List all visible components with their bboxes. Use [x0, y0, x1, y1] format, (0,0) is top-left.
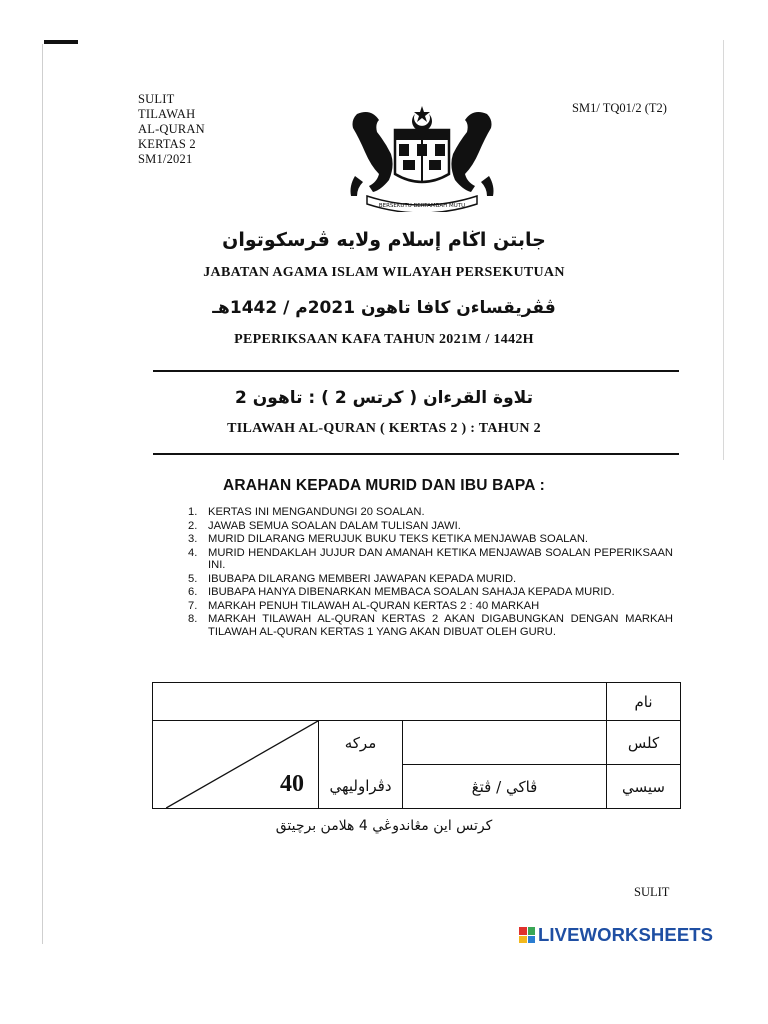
header-line: SM1/2021: [138, 152, 193, 166]
header-line: SULIT: [138, 92, 175, 106]
divider: [153, 370, 679, 372]
instruction-item: [188, 586, 673, 598]
liveworksheets-wordmark: LIVEWORKSHEETS: [538, 924, 714, 945]
student-info-table: [152, 682, 681, 809]
footer-sulit: SULIT: [634, 885, 670, 899]
crest-ribbon-text: BERSEKUTU BERTAMBAH MUTU: [378, 203, 466, 209]
session-options[interactable]: ڤاکي / ڤتڠ: [403, 765, 607, 809]
exam-title: PEPERIKSAAN KAFA TAHUN 2021M / 1442H: [234, 332, 534, 347]
exam-title-jawi: ڤڤريقسا‌ءن کافا تاهون 2021م / 1442هـ: [212, 298, 556, 318]
instruction-text: IBUBAPA HANYA DIBENARKAN MEMBACA SOALAN SAHAJA KEPADA MURID.: [208, 586, 615, 599]
coat-of-arms-icon: [337, 104, 507, 212]
subject-title-jawi: تلاوة القرءان ( کرتس 2 ) : تاهون 2: [235, 388, 533, 408]
instruction-text: JAWAB SEMUA SOALAN DALAM TULISAN JAWI.: [208, 519, 461, 532]
instruction-text: MURID DILARANG MERUJUK BUKU TEKS KETIKA MENJAWAB SOALAN.: [208, 533, 589, 546]
page-count-note: کرتس اين مڠاندوڠي 4 هلامن برچيتق: [275, 818, 493, 834]
instruction-number: 2.: [188, 519, 198, 532]
header-left-block: [138, 92, 205, 167]
header-line: TILAWAH: [138, 107, 196, 121]
instruction-text: MARKAH PENUH TILAWAH AL-QURAN KERTAS 2 : 40 MARKAH: [208, 599, 540, 612]
instruction-item: [188, 506, 673, 518]
instruction-item: [188, 613, 673, 638]
instructions-list: [188, 506, 673, 639]
session-label: سيسي: [607, 765, 681, 809]
marks-total: 40: [280, 771, 304, 797]
department-title-jawi: جابتن اڬام إسلام ولايه ڤرسکوتوان: [222, 229, 546, 251]
instruction-item: [188, 547, 673, 572]
name-field[interactable]: [153, 683, 607, 721]
instructions-title: ARAHAN KEPADA MURID DAN IBU BAPA :: [223, 477, 545, 494]
class-field[interactable]: [403, 721, 607, 765]
subject-title: TILAWAH AL-QURAN ( KERTAS 2 ) : TAHUN 2: [227, 421, 541, 436]
instruction-item: [188, 600, 673, 612]
header-line: AL-QURAN: [138, 122, 205, 136]
marks-label: مرکه: [319, 721, 403, 765]
instruction-number: 7.: [188, 599, 198, 612]
scan-edge-mark: [44, 40, 78, 44]
paper-code: SM1/ TQ01/2 (T2): [572, 101, 667, 115]
department-title: JABATAN AGAMA ISLAM WILAYAH PERSEKUTUAN: [203, 265, 565, 280]
instruction-text: KERTAS INI MENGANDUNGI 20 SOALAN.: [208, 506, 425, 518]
class-label: کلس: [607, 721, 681, 765]
marks-obtained-cell[interactable]: [153, 721, 319, 809]
header-line: KERTAS 2: [138, 137, 196, 151]
liveworksheets-logo[interactable]: [519, 924, 713, 946]
instruction-number: 8.: [188, 613, 198, 626]
instruction-number: 4.: [188, 546, 198, 559]
name-label: نام: [607, 683, 681, 721]
instruction-number: 6.: [188, 586, 198, 599]
instruction-text: IBUBAPA DILARANG MEMBERI JAWAPAN KEPADA MURID.: [208, 572, 517, 585]
instruction-number: 3.: [188, 533, 198, 546]
marks-full-label: دڤراوليهي: [319, 765, 403, 809]
liveworksheets-icon: [519, 927, 535, 943]
instruction-number: 1.: [188, 506, 198, 518]
instruction-number: 5.: [188, 572, 198, 585]
instruction-item: [188, 573, 673, 585]
instruction-item: [188, 533, 673, 545]
instruction-text: MARKAH TILAWAH AL-QURAN KERTAS 2 AKAN DIGABUNGKAN DENGAN MARKAH TILAWAH AL-QURAN KERTAS 1 YANG AKAN DIBUAT OLEH GURU.: [208, 613, 673, 638]
divider: [153, 453, 679, 455]
instruction-item: [188, 520, 673, 532]
instruction-text: MURID HENDAKLAH JUJUR DAN AMANAH KETIKA MENJAWAB SOALAN PEPERIKSAAN INI.: [208, 546, 673, 572]
